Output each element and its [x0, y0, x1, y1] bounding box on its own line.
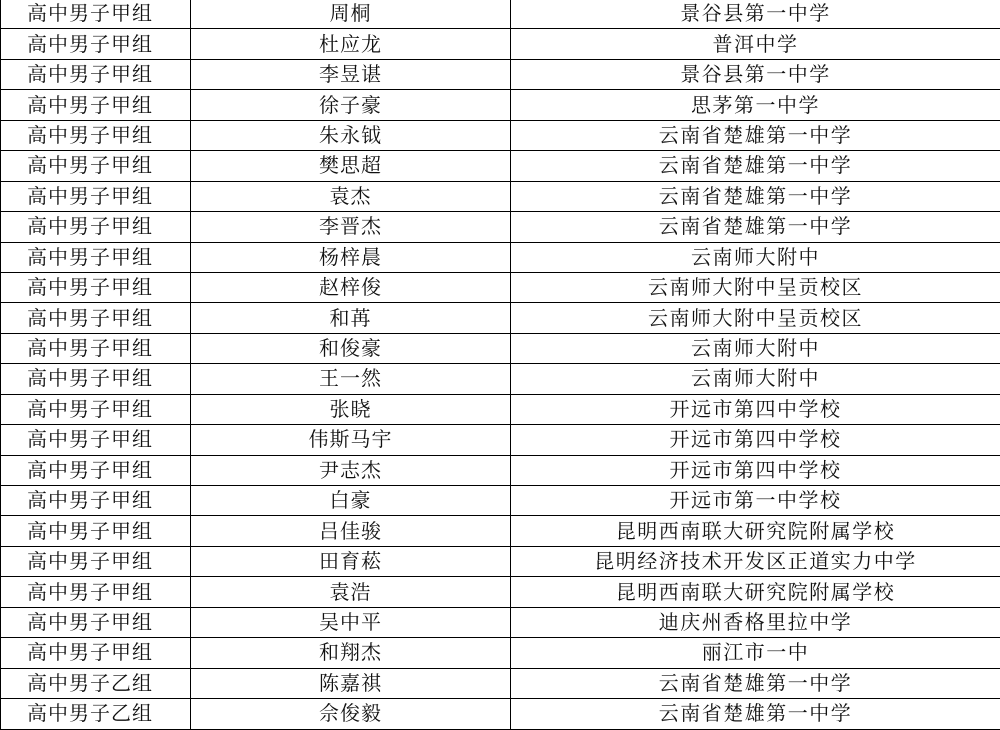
name-cell: 袁浩: [191, 577, 511, 607]
name-cell: 尹志杰: [191, 455, 511, 485]
group-cell: 高中男子甲组: [1, 90, 191, 120]
name-cell: 吴中平: [191, 607, 511, 637]
school-cell: 景谷县第一中学: [511, 0, 1000, 29]
table-row: [1, 546, 1000, 576]
school-cell: 景谷县第一中学: [511, 59, 1000, 89]
table-row: [1, 212, 1000, 242]
school-cell: 云南省楚雄第一中学: [511, 120, 1000, 150]
group-cell: 高中男子甲组: [1, 120, 191, 150]
school-cell: 云南省楚雄第一中学: [511, 151, 1000, 181]
table-row: [1, 364, 1000, 394]
table-row: [1, 638, 1000, 668]
name-cell: 王一然: [191, 364, 511, 394]
name-cell: 李昱谌: [191, 59, 511, 89]
name-cell: 杨梓晨: [191, 242, 511, 272]
name-cell: 周桐: [191, 0, 511, 29]
group-cell: 高中男子乙组: [1, 668, 191, 698]
table-row: [1, 0, 1000, 29]
group-cell: 高中男子甲组: [1, 212, 191, 242]
table-row: [1, 181, 1000, 211]
name-cell: 吕佳骏: [191, 516, 511, 546]
table-row: [1, 29, 1000, 59]
name-cell: 张晓: [191, 394, 511, 424]
table-row: [1, 151, 1000, 181]
name-cell: 杜应龙: [191, 29, 511, 59]
name-cell: 和俊豪: [191, 333, 511, 363]
group-cell: 高中男子甲组: [1, 577, 191, 607]
table-row: [1, 90, 1000, 120]
table-row: [1, 242, 1000, 272]
table-row: [1, 120, 1000, 150]
group-cell: 高中男子甲组: [1, 303, 191, 333]
school-cell: 云南师大附中: [511, 364, 1000, 394]
school-cell: 昆明西南联大研究院附属学校: [511, 516, 1000, 546]
table-row: [1, 455, 1000, 485]
name-cell: 徐子豪: [191, 90, 511, 120]
roster-table-body: [1, 0, 1000, 729]
group-cell: 高中男子甲组: [1, 59, 191, 89]
table-row: [1, 668, 1000, 698]
school-cell: 迪庆州香格里拉中学: [511, 607, 1000, 637]
school-cell: 云南省楚雄第一中学: [511, 212, 1000, 242]
group-cell: 高中男子甲组: [1, 425, 191, 455]
group-cell: 高中男子甲组: [1, 272, 191, 302]
group-cell: 高中男子甲组: [1, 455, 191, 485]
school-cell: 思茅第一中学: [511, 90, 1000, 120]
group-cell: 高中男子甲组: [1, 486, 191, 516]
table-row: [1, 333, 1000, 363]
table-row: [1, 303, 1000, 333]
school-cell: 云南省楚雄第一中学: [511, 668, 1000, 698]
name-cell: 陈嘉祺: [191, 668, 511, 698]
group-cell: 高中男子甲组: [1, 607, 191, 637]
name-cell: 和苒: [191, 303, 511, 333]
name-cell: 白豪: [191, 486, 511, 516]
school-cell: 开远市第四中学校: [511, 425, 1000, 455]
school-cell: 云南省楚雄第一中学: [511, 181, 1000, 211]
group-cell: 高中男子甲组: [1, 0, 191, 29]
school-cell: 云南师大附中呈贡校区: [511, 303, 1000, 333]
name-cell: 朱永钺: [191, 120, 511, 150]
name-cell: 袁杰: [191, 181, 511, 211]
group-cell: 高中男子甲组: [1, 242, 191, 272]
group-cell: 高中男子乙组: [1, 699, 191, 729]
table-row: [1, 59, 1000, 89]
group-cell: 高中男子甲组: [1, 364, 191, 394]
name-cell: 和翔杰: [191, 638, 511, 668]
school-cell: 开远市第一中学校: [511, 486, 1000, 516]
school-cell: 昆明经济技术开发区正道实力中学: [511, 546, 1000, 576]
name-cell: 李晋杰: [191, 212, 511, 242]
group-cell: 高中男子甲组: [1, 29, 191, 59]
group-cell: 高中男子甲组: [1, 151, 191, 181]
table-row: [1, 486, 1000, 516]
school-cell: 开远市第四中学校: [511, 394, 1000, 424]
group-cell: 高中男子甲组: [1, 516, 191, 546]
group-cell: 高中男子甲组: [1, 638, 191, 668]
table-row: [1, 394, 1000, 424]
school-cell: 云南师大附中呈贡校区: [511, 272, 1000, 302]
group-cell: 高中男子甲组: [1, 394, 191, 424]
group-cell: 高中男子甲组: [1, 333, 191, 363]
table-row: [1, 425, 1000, 455]
group-cell: 高中男子甲组: [1, 181, 191, 211]
name-cell: 樊思超: [191, 151, 511, 181]
school-cell: 开远市第四中学校: [511, 455, 1000, 485]
school-cell: 云南师大附中: [511, 242, 1000, 272]
table-row: [1, 272, 1000, 302]
school-cell: 昆明西南联大研究院附属学校: [511, 577, 1000, 607]
school-cell: 丽江市一中: [511, 638, 1000, 668]
school-cell: 普洱中学: [511, 29, 1000, 59]
table-row: [1, 516, 1000, 546]
name-cell: 佘俊毅: [191, 699, 511, 729]
name-cell: 赵梓俊: [191, 272, 511, 302]
table-row: [1, 699, 1000, 729]
school-cell: 云南省楚雄第一中学: [511, 699, 1000, 729]
table-row: [1, 577, 1000, 607]
group-cell: 高中男子甲组: [1, 546, 191, 576]
table-row: [1, 607, 1000, 637]
name-cell: 伟斯马宇: [191, 425, 511, 455]
name-cell: 田育菘: [191, 546, 511, 576]
school-cell: 云南师大附中: [511, 333, 1000, 363]
